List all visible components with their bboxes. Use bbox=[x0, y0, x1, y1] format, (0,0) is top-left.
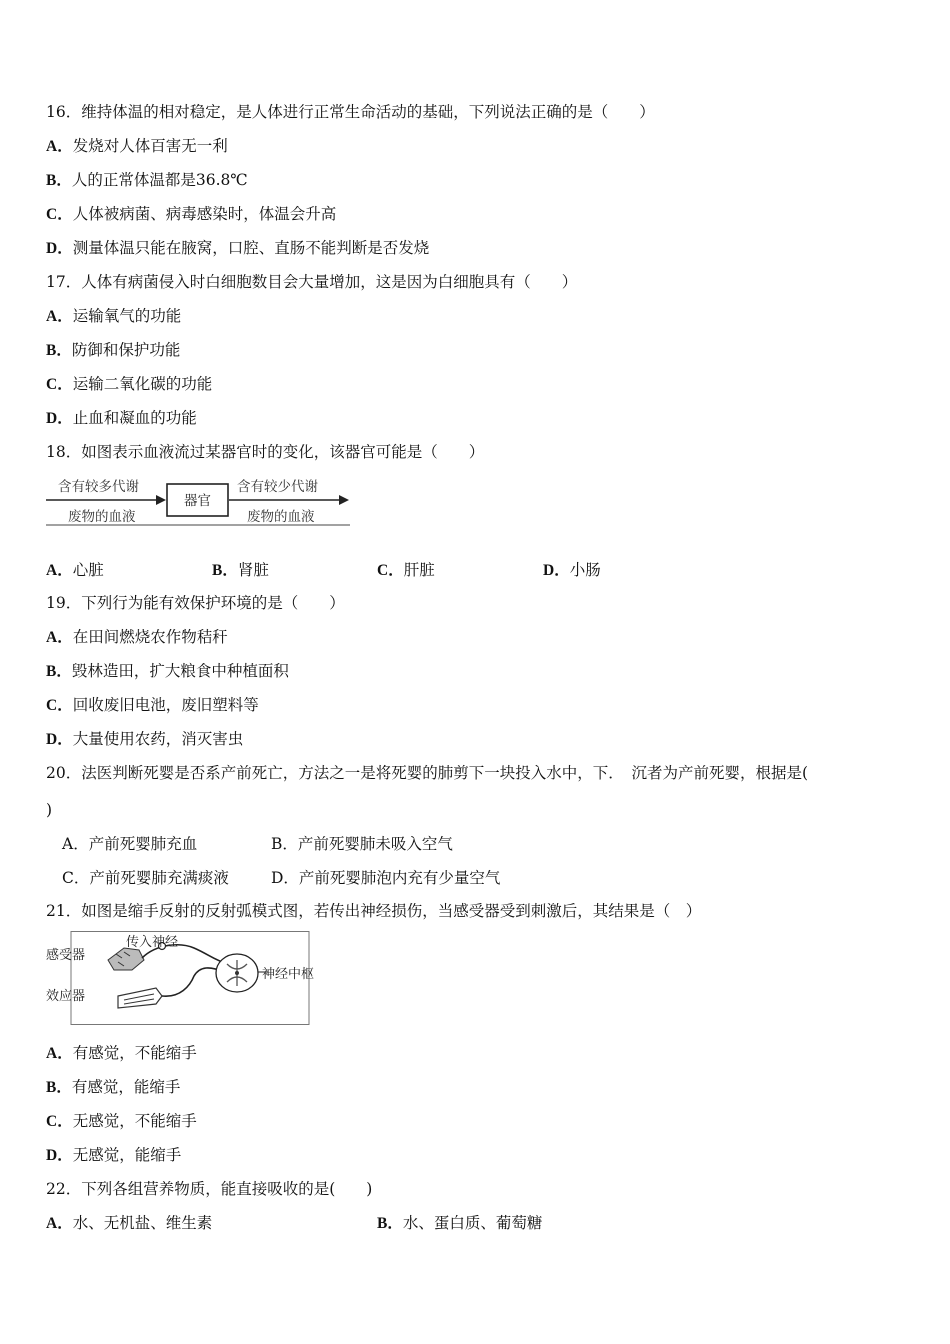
q19-option-d bbox=[46, 729, 243, 750]
option-text: 运输氧气的功能 bbox=[72, 307, 182, 325]
arrow-head-right bbox=[339, 495, 349, 505]
option-text: 回收废旧电池，废旧塑料等 bbox=[72, 696, 259, 714]
q22-option-b bbox=[377, 1213, 542, 1234]
option-label: B． bbox=[46, 172, 72, 189]
option-label: D． bbox=[46, 1147, 73, 1164]
option-text: 运输二氧化碳的功能 bbox=[72, 375, 213, 393]
option-text: 有感觉，不能缩手 bbox=[72, 1044, 197, 1062]
option-label: B． bbox=[212, 562, 238, 579]
q18-option-b bbox=[212, 560, 269, 581]
option-text: 防御和保护功能 bbox=[71, 341, 181, 359]
q19-option-b bbox=[46, 661, 289, 682]
question-22-stem: 22．下列各组营养物质，能直接吸收的是( ) bbox=[46, 1180, 373, 1198]
question-16-stem: 16．维持体温的相对稳定，是人体进行正常生命活动的基础，下列说法正确的是（ ） bbox=[46, 103, 655, 121]
q17-option-d bbox=[46, 408, 197, 429]
option-label: B． bbox=[377, 1215, 403, 1232]
q16-option-d bbox=[46, 238, 429, 259]
option-text: 毁林造田，扩大粮食中种植面积 bbox=[71, 662, 289, 680]
option-text: 肾脏 bbox=[237, 561, 269, 579]
q18-option-d bbox=[543, 560, 601, 581]
option-text: 人体被病菌、病毒感染时，体温会升高 bbox=[72, 205, 337, 223]
diagram-left-top-text: 含有较多代谢 bbox=[58, 479, 139, 495]
diagram-right-top-text: 含有较少代谢 bbox=[237, 479, 318, 495]
q20-option-d: D．产前死婴肺泡内充有少量空气 bbox=[271, 869, 501, 887]
q19-option-c bbox=[46, 695, 259, 716]
question-20-stem-continued: ) bbox=[46, 801, 53, 819]
option-label: B． bbox=[46, 1079, 72, 1096]
option-text: 水、蛋白质、葡萄糖 bbox=[402, 1214, 543, 1232]
q21-option-d bbox=[46, 1145, 181, 1166]
diagram-left-bottom-text: 废物的血液 bbox=[68, 509, 136, 525]
q17-option-a bbox=[46, 306, 181, 327]
option-label: B． bbox=[46, 342, 72, 359]
option-text: 测量体温只能在腋窝，口腔、直肠不能判断是否发烧 bbox=[72, 239, 430, 257]
option-text: 无感觉，能缩手 bbox=[72, 1146, 182, 1164]
q21-option-b bbox=[46, 1077, 180, 1098]
center-label: 神经中枢 bbox=[262, 967, 315, 982]
q20-option-b: B．产前死婴肺未吸入空气 bbox=[271, 835, 453, 853]
option-label: C． bbox=[46, 697, 73, 714]
option-text: 发烧对人体百害无一利 bbox=[72, 137, 228, 155]
question-17-stem: 17．人体有病菌侵入时白细胞数目会大量增加，这是因为白细胞具有（ ） bbox=[46, 273, 578, 291]
option-label: D． bbox=[543, 562, 570, 579]
option-text: 止血和凝血的功能 bbox=[72, 409, 197, 427]
option-text: 小肠 bbox=[569, 561, 601, 579]
receptor-label: 感受器 bbox=[46, 948, 86, 963]
question-21-stem: 21．如图是缩手反射的反射弧模式图，若传出神经损伤，当感受器受到刺激后，其结果是（ ） bbox=[46, 902, 702, 920]
q18-option-a bbox=[46, 560, 104, 581]
q16-option-a bbox=[46, 136, 228, 157]
q18-option-c bbox=[377, 560, 435, 581]
option-label: C． bbox=[46, 1113, 73, 1130]
option-label: C． bbox=[46, 376, 73, 393]
q21-option-a bbox=[46, 1043, 197, 1064]
q17-option-b bbox=[46, 340, 180, 361]
option-label: A． bbox=[46, 138, 73, 155]
q19-option-a bbox=[46, 627, 228, 648]
option-label: B． bbox=[46, 663, 72, 680]
option-text: 有感觉，能缩手 bbox=[71, 1078, 181, 1096]
option-text: 在田间燃烧农作物秸秆 bbox=[72, 628, 228, 646]
arrow-head-left bbox=[156, 495, 166, 505]
option-label: D． bbox=[46, 410, 73, 427]
effector-label: 效应器 bbox=[46, 989, 86, 1004]
q20-option-c: C．产前死婴肺充满痰液 bbox=[62, 869, 229, 887]
option-label: C． bbox=[377, 562, 404, 579]
q20-option-a: A．产前死婴肺充血 bbox=[62, 835, 198, 853]
option-label: A． bbox=[46, 308, 73, 325]
option-label: A． bbox=[46, 1215, 73, 1232]
reflex-arc-diagram bbox=[44, 930, 334, 1028]
organ-box-label: 器官 bbox=[184, 493, 211, 509]
option-text: 人的正常体温都是36.8℃ bbox=[71, 171, 248, 189]
q17-option-c bbox=[46, 374, 212, 395]
question-18-stem: 18．如图表示血液流过某器官时的变化，该器官可能是（ ） bbox=[46, 443, 485, 461]
option-text: 无感觉，不能缩手 bbox=[72, 1112, 197, 1130]
option-text: 肝脏 bbox=[403, 561, 435, 579]
afferent-nerve-label: 传入神经 bbox=[126, 935, 179, 950]
option-text: 水、无机盐、维生素 bbox=[72, 1214, 213, 1232]
option-label: D． bbox=[46, 731, 73, 748]
option-label: C． bbox=[46, 206, 73, 223]
question-19-stem: 19．下列行为能有效保护环境的是（ ） bbox=[46, 594, 345, 612]
q21-option-c bbox=[46, 1111, 197, 1132]
question-20-stem: 20．法医判断死婴是否系产前死亡，方法之一是将死婴的肺剪下一块投入水中，下． 沉者为产前死婴，根据是( bbox=[46, 764, 809, 782]
option-text: 大量使用农药，消灭害虫 bbox=[72, 730, 244, 748]
option-text: 心脏 bbox=[72, 561, 104, 579]
diagram-right-bottom-text: 废物的血液 bbox=[247, 509, 315, 525]
q16-option-c bbox=[46, 204, 336, 225]
q16-option-b bbox=[46, 170, 248, 191]
q22-option-a bbox=[46, 1213, 212, 1234]
option-label: A． bbox=[46, 1045, 73, 1062]
blood-flow-diagram bbox=[44, 474, 354, 530]
option-label: A． bbox=[46, 629, 73, 646]
option-label: D． bbox=[46, 240, 73, 257]
option-label: A． bbox=[46, 562, 73, 579]
